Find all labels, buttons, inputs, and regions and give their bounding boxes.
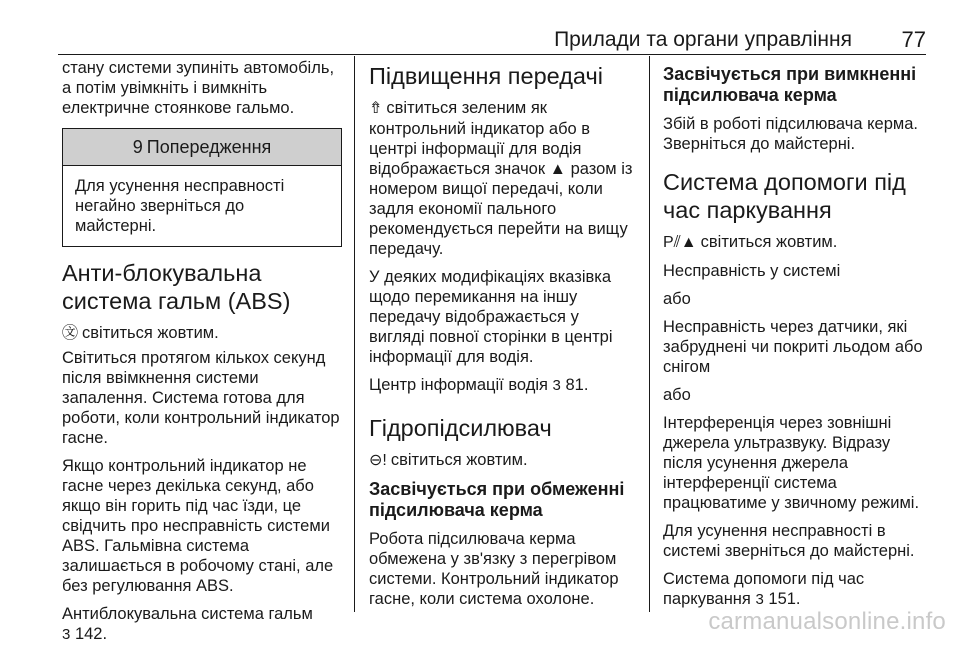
abs-paragraph-1: Світиться протягом кількох секунд після ввімкнення системи запалення. Система готова для роботи, коли контрольний індикатор гасне.	[62, 349, 340, 447]
or-text-2: або	[663, 386, 691, 404]
workshop-paragraph: Для усунення несправності в системі зверніться до майстерні.	[663, 522, 915, 560]
column-divider	[354, 56, 355, 612]
abs-heading: Анти-блокувальна система гальм (ABS)	[62, 260, 291, 314]
sensor-fault-paragraph: Несправність через датчики, які забруднені чи покриті льодом або снігом	[663, 318, 923, 376]
warning-triangle-icon: 9	[132, 136, 143, 157]
warning-title: Попередження	[146, 136, 272, 157]
dic-page-ref[interactable]: 81.	[565, 376, 589, 394]
upshift-icon: ⇮	[369, 100, 383, 117]
upshift-heading: Підвищення передачі	[369, 63, 603, 89]
dic-ref-text: Центр інформації водія	[369, 376, 548, 394]
abs-paragraph-3	[62, 604, 342, 645]
column-middle	[369, 58, 635, 617]
upshift-text: світиться зеленим як контрольний індикатор або в центрі інформації для водія відображається значок ▲ разом із номером вищої передачі, коли задля економії пального рекомендується перейти на вищу передачу.	[369, 99, 633, 258]
watermark: carmanualsonline.info	[708, 608, 946, 635]
abs-warning-icon: ㉆	[62, 325, 79, 342]
reference-arrow-icon: 3	[552, 377, 561, 394]
abs-ref-text: Антиблокувальна система гальм	[62, 605, 313, 623]
warning-header	[63, 129, 341, 166]
power-steering-off-paragraph: Збій в роботі підсилювача керма. Зверніться до майстерні.	[663, 115, 918, 153]
reference-arrow-icon: 3	[62, 626, 71, 643]
power-steering-icon-line	[369, 450, 635, 471]
warning-body: Для усунення несправності негайно зверніться до майстерні.	[75, 177, 285, 235]
power-steering-off-subheading: Засвічується при вимкненні підсилювача керма	[663, 64, 917, 105]
power-steering-icon-text: світиться жовтим.	[390, 451, 528, 469]
column-left	[62, 58, 342, 653]
upshift-paragraph-1	[369, 98, 635, 259]
parking-assist-icon-line	[663, 232, 931, 253]
warning-box	[62, 128, 342, 247]
abs-page-ref[interactable]: 142.	[74, 625, 108, 643]
header-title: Прилади та органи управління	[554, 28, 852, 51]
parking-assist-ref-paragraph	[663, 569, 931, 610]
parking-page-ref[interactable]: 151.	[768, 590, 801, 608]
reference-arrow-icon: 3	[755, 591, 764, 608]
abs-icon-line	[62, 323, 342, 344]
or-text-1: або	[663, 290, 691, 308]
parking-assist-icon-text: світиться жовтим.	[700, 233, 838, 251]
parking-ref-text: Система допомоги під час паркування	[663, 570, 865, 608]
abs-icon-text: світиться жовтим.	[82, 324, 219, 342]
power-steering-icon: ⊖!	[369, 452, 387, 469]
power-steering-paragraph: Робота підсилювача керма обмежена у зв'язку з перегрівом системи. Контрольний індикатор гасне, коли система охолоне.	[369, 530, 619, 608]
upshift-paragraph-2: У деяких модифікаціях вказівка щодо перемикання на іншу передачу відображається у вигляді повної сторінки в центрі інформації для водія.	[369, 268, 613, 366]
upshift-paragraph-3	[369, 375, 635, 396]
page-number: 77	[901, 27, 926, 52]
page-header	[58, 0, 926, 55]
column-divider	[649, 56, 650, 612]
column-right	[663, 58, 931, 618]
fault-paragraph: Несправність у системі	[663, 262, 841, 280]
parking-assist-icon: P⫽▲	[663, 234, 697, 251]
abs-paragraph-2: Якщо контрольний індикатор не гасне через декілька секунд, або якщо він горить під час їзди, це свідчить про несправність системи ABS. Гальмівна система залишається в робочому стані, але без регулювання ABS.	[62, 457, 334, 595]
parking-assist-heading: Система допомоги під час паркування	[663, 169, 906, 223]
power-steering-limited-subheading: Засвічується при обмеженні підсилювача керма	[369, 479, 625, 520]
intro-paragraph: стану системи зупиніть автомобіль, а потім увімкніть і вимкніть електричне стоянкове гальмо.	[62, 59, 335, 117]
interference-paragraph: Інтерференція через зовнішні джерела ультразвуку. Відразу після усунення джерела інтерференції система працюватиме у звичному режимі.	[663, 414, 920, 512]
power-steering-heading: Гідропідсилювач	[369, 415, 552, 441]
